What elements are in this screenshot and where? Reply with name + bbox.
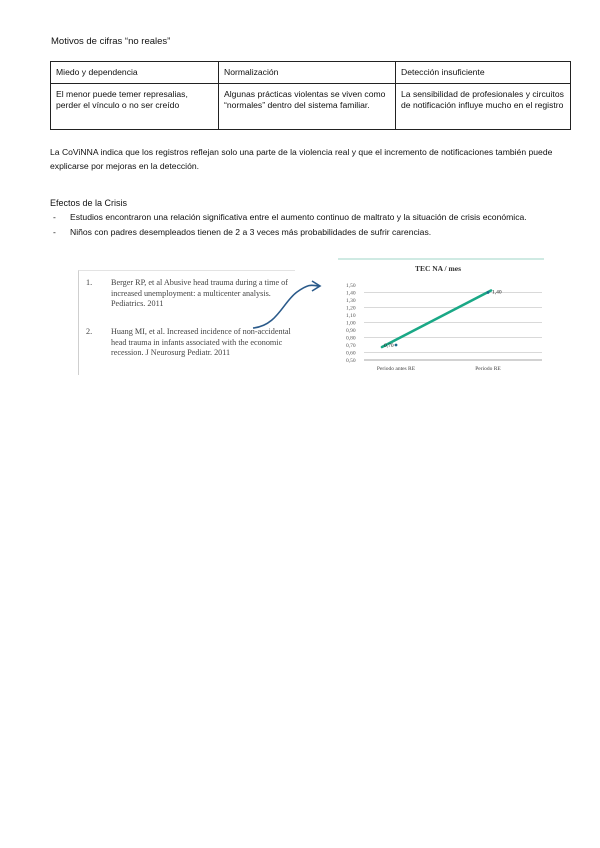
chart-title: TEC NA / mes — [414, 264, 462, 273]
chart-y-axis — [346, 283, 356, 364]
y-tick-label: 1,20 — [346, 305, 356, 312]
series-line — [382, 291, 491, 348]
chart-series — [382, 290, 502, 350]
crisis-bullet-list — [50, 211, 570, 240]
line-chart — [338, 258, 544, 376]
data-label: 1,40 — [492, 289, 502, 296]
data-label: 0,70 — [384, 343, 394, 349]
y-tick-label: 1,50 — [346, 283, 356, 289]
reference-number: 2. — [86, 327, 93, 336]
y-tick-label: 0,70 — [346, 343, 356, 349]
x-tick-label: Periodo RE — [475, 366, 501, 372]
bullet-marker: - — [53, 212, 56, 222]
list-item — [50, 211, 570, 224]
x-tick-label: Periodo antes RE — [376, 366, 416, 372]
crisis-heading: Efectos de la Crisis — [50, 198, 128, 208]
reasons-table — [50, 61, 571, 130]
y-tick-label: 1,00 — [346, 320, 356, 327]
table-cell: El menor puede temer represalias, perder el vínculo o no ser creído — [51, 84, 219, 130]
y-tick-label: 0,80 — [346, 335, 356, 342]
chart-grid — [364, 293, 542, 361]
bullet-text: Niños con padres desempleados tienen de 2 a 3 veces más probabilidades de sufrir carencias. — [70, 226, 432, 237]
table-header-row — [51, 62, 571, 84]
reference-text: Berger RP, et al Abusive head trauma during a time of increased unemployment: a multicenter analysis. Pediatrics. 2011 — [111, 278, 288, 308]
table-row — [51, 84, 571, 130]
reference-text: Huang MI, et al. Increased incidence of non-accidental head trauma in infants associated with the economic recession. J Neurosurg Pediatr. 2011 — [111, 327, 291, 357]
bullet-marker: - — [53, 226, 56, 237]
y-tick-label: 0,60 — [346, 350, 356, 357]
y-tick-label: 0,50 — [346, 358, 356, 364]
chart-x-axis — [377, 366, 501, 372]
covinna-paragraph: La CoViNNA indica que los registros reflejan solo una parte de la violencia real y que el incremento de notificaciones también puede explicarse por mejoras en la detección. — [50, 147, 553, 171]
table-header-cell: Miedo y dependencia — [51, 62, 219, 84]
y-tick-label: 0,90 — [346, 328, 356, 334]
section-heading: Motivos de cifras “no reales” — [51, 36, 171, 47]
reference-number: 1. — [86, 278, 93, 287]
curved-arrow-icon — [247, 278, 327, 336]
bullet-text: Estudios encontraron una relación significativa entre el aumento continuo de maltrato y la situación de crisis económica. — [70, 212, 527, 222]
list-item — [50, 226, 570, 239]
data-point — [395, 344, 398, 347]
table-header-cell: Normalización — [219, 62, 396, 84]
table-cell: La sensibilidad de profesionales y circuitos de notificación influye mucho en el registro — [396, 84, 571, 130]
table-cell: Algunas prácticas violentas se viven como “normales” dentro del sistema familiar. — [219, 84, 396, 130]
table-header-cell: Detección insuficiente — [396, 62, 571, 84]
data-point — [487, 291, 490, 294]
y-tick-label: 1,30 — [346, 298, 356, 304]
y-tick-label: 1,40 — [346, 290, 356, 297]
y-tick-label: 1,10 — [346, 313, 356, 319]
